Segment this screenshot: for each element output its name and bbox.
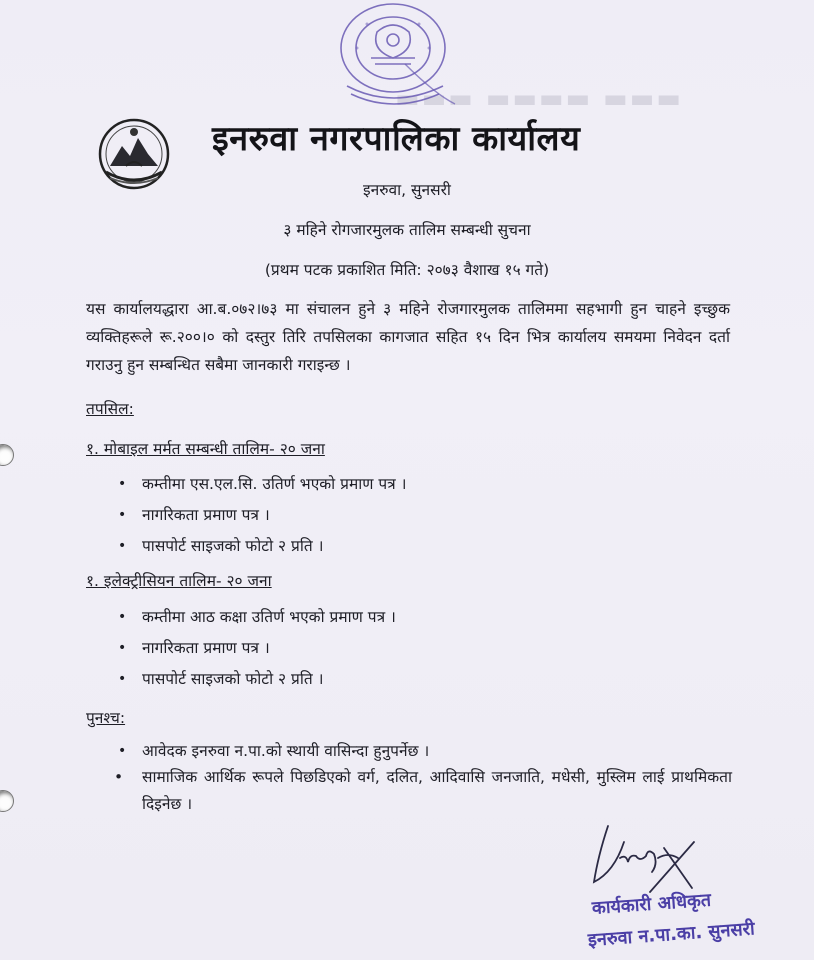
postscript-list xyxy=(114,736,429,767)
bullet-icon: • xyxy=(118,743,127,759)
list-item: • पासपोर्ट साइजको फोटो २ प्रति । xyxy=(114,531,407,562)
signatory-office: इनरुवा न.पा.का. सुनसरी xyxy=(587,918,756,951)
bullet-icon: • xyxy=(118,507,127,523)
bullet-icon: • xyxy=(118,476,127,492)
list-item: • नागरिकता प्रमाण पत्र । xyxy=(114,633,396,664)
bullet-icon: • xyxy=(118,609,127,625)
office-stamp xyxy=(327,2,472,110)
list-item: • सामाजिक आर्थिक रूपले पिछडिएको वर्ग, दलित, आदिवासि जनजाति, मधेसी, मुस्लिम लाई प्राथमिकता दिइनेछ । xyxy=(114,764,732,818)
bullet-icon: • xyxy=(118,640,127,656)
list-item: • कम्तीमा आठ कक्षा उतिर्ण भएको प्रमाण पत्र । xyxy=(114,602,396,633)
list-item: • नागरिकता प्रमाण पत्र । xyxy=(114,500,407,531)
requirement-list-electrician xyxy=(114,602,396,695)
office-location: इनरुवा, सुनसरी xyxy=(363,181,451,199)
list-item: • पासपोर्ट साइजको फोटो २ प्रति । xyxy=(114,664,396,695)
bleed-through-text: ▬▬▬ ▬▬▬▬ ▬▬▬ xyxy=(395,84,683,114)
list-item: • कम्तीमा एस.एल.सि. उतिर्ण भएको प्रमाण पत्र । xyxy=(114,469,407,500)
handwritten-signature xyxy=(580,818,700,898)
bullet-icon: • xyxy=(118,671,127,687)
punch-hole-icon xyxy=(0,444,14,466)
requirement-list-mobile xyxy=(114,469,407,562)
training-title-electrician: १. इलेक्ट्रीसियन तालिम- २० जना xyxy=(86,572,272,590)
bullet-icon: • xyxy=(114,768,124,786)
details-heading: तपसिल: xyxy=(86,400,134,418)
bullet-icon: • xyxy=(118,538,127,554)
training-title-mobile: १. मोबाइल मर्मत सम्बन्धी तालिम- २० जना xyxy=(86,440,325,458)
punch-hole-icon xyxy=(0,790,14,812)
notice-title: ३ महिने रोगजारमुलक तालिम सम्बन्धी सुचना xyxy=(283,221,531,239)
list-item: • आवेदक इनरुवा न.पा.को स्थायी वासिन्दा हुनुपर्नेछ । xyxy=(114,736,429,767)
publish-date-line: (प्रथम पटक प्रकाशित मिति: २०७३ वैशाख १५ गते) xyxy=(264,261,550,279)
notice-body-paragraph: यस कार्यालयद्धारा आ.ब.०७२।७३ मा संचालन हुने ३ महिने रोजगारमुलक तालिममा सहभागी हुन चाहने इच्छुक व्यक्तिहरूले रू.२००।० को दस्तुर तिरि तपसिलका कागजात सहित १५ दिन भित्र कार्यालय समयमा निवेदन दर्ता गराउनु हुन सम्बन्धित सबैमा जानकारी गराइन्छ । xyxy=(86,300,730,374)
office-title: इनरुवा नगरपालिका कार्यालय xyxy=(212,119,581,159)
signatory-title: कार्यकारी अधिकृत xyxy=(591,889,712,919)
postscript-heading: पुनश्च: xyxy=(86,709,126,727)
